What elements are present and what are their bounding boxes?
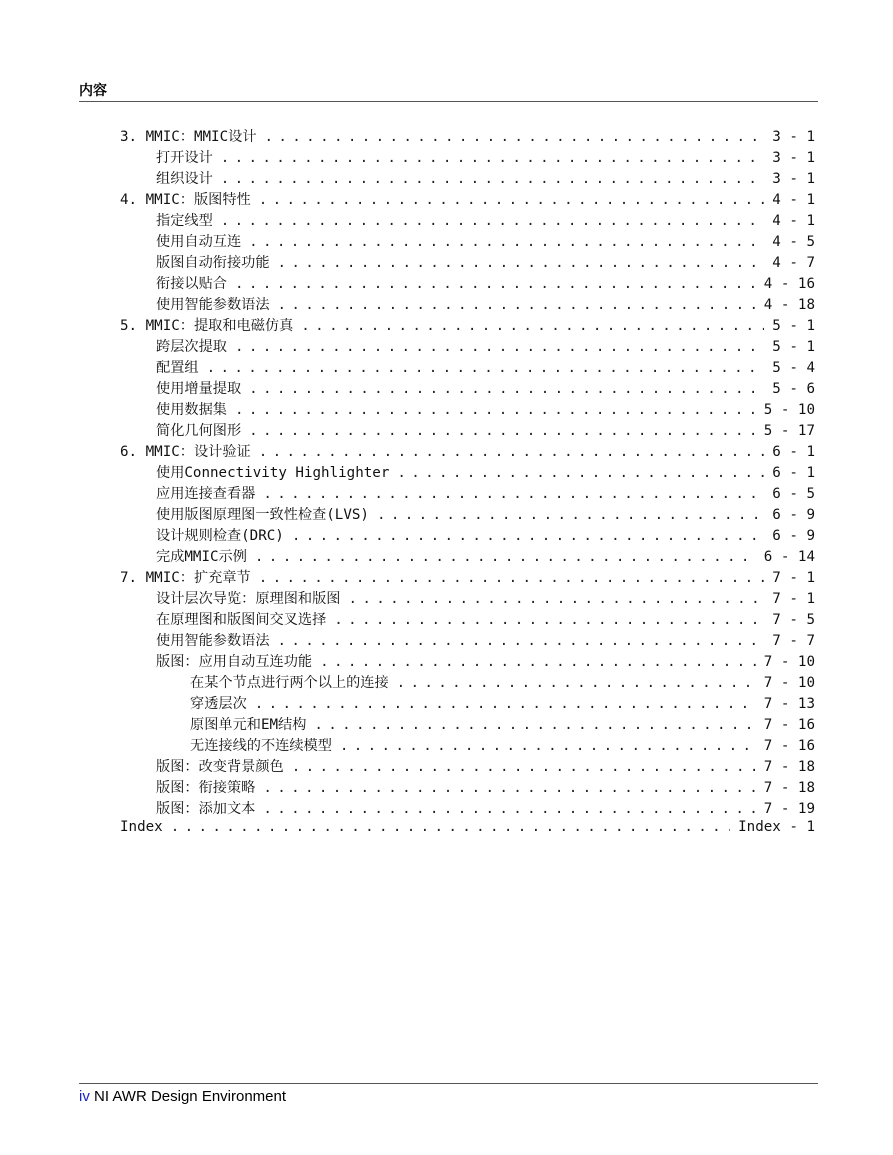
toc-entry-page: 4 - 16 (763, 276, 815, 292)
toc-entry-title: 版图：衔接策略 (156, 780, 256, 796)
toc-dot-leader (235, 276, 756, 292)
toc-entry-page: 6 - 9 (772, 507, 815, 523)
toc-dot-leader (320, 654, 756, 670)
toc-entry[interactable] (120, 462, 815, 483)
toc-entry[interactable] (120, 672, 815, 693)
toc-entry-title: 6. MMIC：设计验证 (120, 444, 251, 460)
toc-dot-leader (171, 819, 730, 835)
toc-entry-page: 6 - 1 (772, 444, 815, 460)
toc-dot-leader (255, 549, 756, 565)
toc-entry-page: 7 - 18 (763, 759, 815, 775)
footer-divider (79, 1083, 818, 1084)
toc-entry-page: 5 - 6 (772, 381, 815, 397)
toc-entry-page: 7 - 1 (772, 591, 815, 607)
toc-entry[interactable] (120, 441, 815, 462)
toc-dot-leader (397, 675, 756, 691)
toc-dot-leader (397, 465, 764, 481)
toc-entry[interactable] (120, 189, 815, 210)
toc-entry[interactable] (120, 336, 815, 357)
toc-entry-title: 应用连接查看器 (156, 486, 256, 502)
toc-entry[interactable] (120, 378, 815, 399)
toc-entry-page: 4 - 7 (772, 255, 815, 271)
toc-entry-page: 6 - 14 (763, 549, 815, 565)
toc-entry[interactable] (120, 609, 815, 630)
toc-entry-page: 6 - 9 (772, 528, 815, 544)
toc-dot-leader (259, 570, 765, 586)
toc-entry-page: 5 - 1 (772, 318, 815, 334)
toc-entry-title: 在某个节点进行两个以上的连接 (190, 675, 389, 691)
toc-dot-leader (334, 612, 764, 628)
toc-entry-page: 4 - 1 (772, 192, 815, 208)
toc-dot-leader (278, 297, 756, 313)
toc-entry[interactable] (120, 651, 815, 672)
toc-dot-leader (292, 528, 764, 544)
toc-entry-title: 设计规则检查(DRC) (156, 528, 284, 544)
toc-entry-title: 5. MMIC：提取和电磁仿真 (120, 318, 294, 334)
toc-entry[interactable] (120, 777, 815, 798)
toc-entry-title: 设计层次导览：原理图和版图 (156, 591, 341, 607)
toc-entry[interactable] (120, 357, 815, 378)
toc-entry-title: 跨层次提取 (156, 339, 227, 355)
toc-dot-leader (249, 234, 764, 250)
toc-entry-page: 7 - 16 (763, 738, 815, 754)
toc-entry-page: 7 - 13 (763, 696, 815, 712)
toc-dot-leader (292, 759, 756, 775)
toc-entry-page: 4 - 5 (772, 234, 815, 250)
toc-entry-title: 使用智能参数语法 (156, 297, 270, 313)
toc-dot-leader (265, 129, 765, 145)
toc-entry[interactable] (120, 210, 815, 231)
toc-entry-title: 3. MMIC：MMIC设计 (120, 129, 257, 145)
toc-entry[interactable] (120, 168, 815, 189)
toc-entry-title: 4. MMIC：版图特性 (120, 192, 251, 208)
toc-dot-leader (235, 339, 764, 355)
toc-entry-page: 3 - 1 (772, 171, 815, 187)
toc-dot-leader (207, 360, 765, 376)
toc-entry-page: 5 - 17 (763, 423, 815, 439)
toc-entry-title: 简化几何图形 (156, 423, 242, 439)
toc-entry[interactable] (120, 546, 815, 567)
toc-entry-page: 7 - 5 (772, 612, 815, 628)
toc-entry-page: 5 - 4 (772, 360, 815, 376)
toc-dot-leader (221, 150, 765, 166)
toc-dot-leader (221, 171, 765, 187)
toc-entry-title: 使用增量提取 (156, 381, 242, 397)
toc-entry-title: 打开设计 (156, 150, 213, 166)
toc-entry-title: 使用数据集 (156, 402, 227, 418)
toc-entry[interactable] (120, 735, 815, 756)
toc-entry-title: 使用Connectivity Highlighter (156, 465, 390, 481)
toc-dot-leader (235, 402, 756, 418)
toc-entry[interactable] (120, 798, 815, 819)
toc-entry-page: 5 - 1 (772, 339, 815, 355)
toc-dot-leader (348, 591, 764, 607)
toc-entry-title: 在原理图和版图间交叉选择 (156, 612, 327, 628)
toc-entry-title: 7. MMIC：扩充章节 (120, 570, 251, 586)
toc-entry[interactable] (120, 693, 815, 714)
toc-entry[interactable] (120, 588, 815, 609)
toc-dot-leader (278, 633, 765, 649)
toc-entry-page: 5 - 10 (763, 402, 815, 418)
toc-dot-leader (263, 486, 764, 502)
toc-entry-page: 3 - 1 (772, 150, 815, 166)
toc-entry-title: 版图：添加文本 (156, 801, 256, 817)
toc-entry[interactable] (120, 231, 815, 252)
header-divider (79, 101, 818, 102)
toc-entry-title: 使用版图原理图一致性检查(LVS) (156, 507, 369, 523)
toc-entry-title: 原图单元和EM结构 (190, 717, 307, 733)
table-of-contents (120, 126, 815, 840)
toc-entry[interactable] (120, 567, 815, 588)
toc-entry-page: 7 - 10 (763, 654, 815, 670)
toc-entry-title: 使用智能参数语法 (156, 633, 270, 649)
toc-dot-leader (255, 696, 756, 712)
header-title: 内容 (79, 83, 107, 99)
toc-entry-title: 完成MMIC示例 (156, 549, 247, 565)
toc-dot-leader (221, 213, 765, 229)
toc-entry[interactable] (120, 294, 815, 315)
toc-entry[interactable] (120, 420, 815, 441)
toc-entry-page: 7 - 18 (763, 780, 815, 796)
toc-dot-leader (263, 801, 755, 817)
toc-dot-leader (377, 507, 764, 523)
toc-entry[interactable] (120, 714, 815, 735)
toc-dot-leader (249, 381, 764, 397)
footer-page-number: iv (79, 1088, 90, 1105)
toc-dot-leader (259, 192, 765, 208)
toc-entry[interactable] (120, 504, 815, 525)
toc-entry[interactable] (120, 147, 815, 168)
toc-entry-page: Index - 1 (738, 819, 815, 835)
toc-entry-title: 指定线型 (156, 213, 213, 229)
toc-entry-title: 组织设计 (156, 171, 213, 187)
toc-dot-leader (340, 738, 756, 754)
toc-dot-leader (314, 717, 755, 733)
toc-entry-page: 7 - 1 (772, 570, 815, 586)
toc-dot-leader (249, 423, 756, 439)
toc-entry-page: 4 - 18 (763, 297, 815, 313)
toc-entry-title: 衔接以贴合 (156, 276, 227, 292)
toc-entry-page: 7 - 16 (763, 717, 815, 733)
toc-entry-title: 穿透层次 (190, 696, 247, 712)
toc-dot-leader (301, 318, 764, 334)
toc-entry[interactable] (120, 756, 815, 777)
toc-entry-page: 6 - 5 (772, 486, 815, 502)
toc-entry-title: 版图自动衔接功能 (156, 255, 270, 271)
toc-entry[interactable] (120, 126, 815, 147)
footer-product-name: NI AWR Design Environment (94, 1088, 287, 1105)
toc-entry-title: 使用自动互连 (156, 234, 242, 250)
toc-entry-page: 7 - 7 (772, 633, 815, 649)
toc-entry[interactable] (120, 819, 815, 840)
toc-entry[interactable] (120, 483, 815, 504)
toc-entry-page: 7 - 19 (763, 801, 815, 817)
toc-entry-title: Index (120, 819, 163, 835)
toc-entry[interactable] (120, 630, 815, 651)
toc-dot-leader (278, 255, 765, 271)
toc-entry[interactable] (120, 252, 815, 273)
toc-entry-page: 6 - 1 (772, 465, 815, 481)
toc-entry-title: 版图：应用自动互连功能 (156, 654, 313, 670)
toc-entry[interactable] (120, 525, 815, 546)
toc-entry[interactable] (120, 315, 815, 336)
toc-entry-title: 无连接线的不连续模型 (190, 738, 332, 754)
toc-entry-page: 7 - 10 (763, 675, 815, 691)
toc-entry-title: 配置组 (156, 360, 199, 376)
toc-entry[interactable] (120, 399, 815, 420)
toc-dot-leader (263, 780, 755, 796)
toc-entry[interactable] (120, 273, 815, 294)
page-footer (79, 1088, 286, 1105)
toc-entry-title: 版图：改变背景颜色 (156, 759, 284, 775)
toc-dot-leader (259, 444, 765, 460)
toc-entry-page: 4 - 1 (772, 213, 815, 229)
toc-entry-page: 3 - 1 (772, 129, 815, 145)
